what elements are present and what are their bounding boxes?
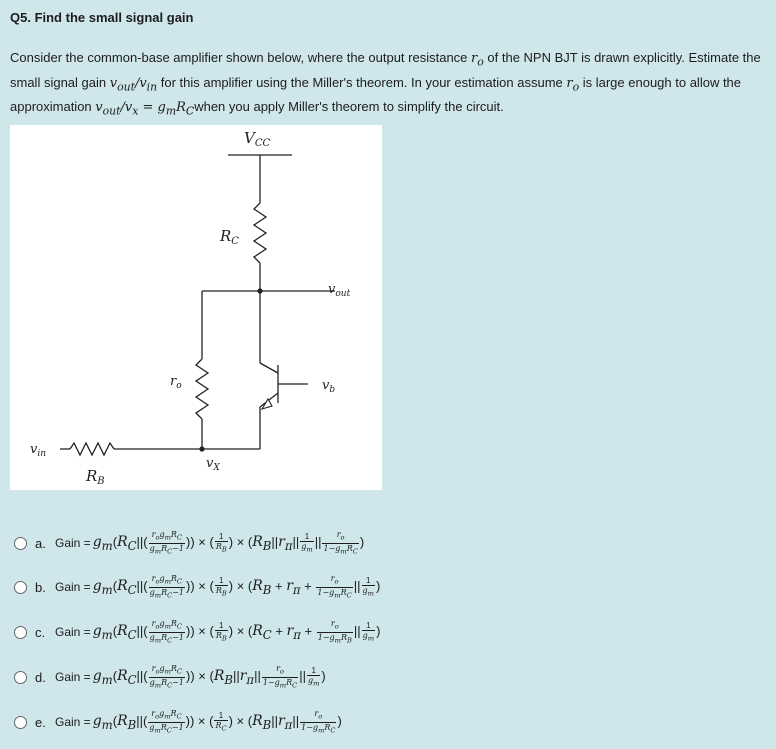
option-a[interactable] <box>14 529 364 557</box>
radio-option-c[interactable] <box>14 626 27 639</box>
option-letter: c. <box>35 624 46 640</box>
option-label: Gain = <box>55 715 91 729</box>
option-letter: b. <box>35 579 46 595</box>
question-title: Q5. Find the small signal gain <box>10 10 194 25</box>
option-c[interactable] <box>14 618 380 646</box>
option-label: Gain = <box>55 670 91 684</box>
rb-label: $R_B$ <box>86 467 105 487</box>
vout-label: $v_{out}$ <box>328 282 351 299</box>
option-letter: e. <box>35 714 46 730</box>
radio-option-e[interactable] <box>14 716 27 729</box>
option-label: Gain = <box>55 536 91 550</box>
radio-option-a[interactable] <box>14 537 27 550</box>
option-label: Gain = <box>55 580 91 594</box>
vin-label: $v_{in}$ <box>30 442 47 459</box>
option-d[interactable] <box>14 663 326 691</box>
ro-label: $r_o$ <box>170 374 182 391</box>
option-letter: a. <box>35 535 46 551</box>
option-label: Gain = <box>55 625 91 639</box>
option-b[interactable] <box>14 573 380 601</box>
question-line-3: approximation $v_{out}/v_x$ = $g_mR_Cwhen$ you apply Miller's theorem to simplify the circuit. <box>10 99 504 118</box>
vb-label: $v_b$ <box>322 378 336 395</box>
option-formula: $g_m(R_C||$( $\frac{r_og_mR_C}{g_mR_C-1}$ )) × ( $\frac{1}{R_B}$ ) × ($R_B + r_\pi$ + $\frac{r_o}{1-g_mR_C}$ || $\frac{1}{g_m}$ ) <box>92 573 381 600</box>
vx-label: $v_X$ <box>206 456 220 473</box>
option-formula: $g_m(R_B||$( $\frac{r_og_mR_C}{g_mR_C-1}$ )) × ( $\frac{1}{R_C}$ ) × ($R_B||r_\pi||$ $\frac{r_o}{1-g_mR_C}$ ) <box>92 708 342 735</box>
option-formula: $g_m(R_C||$( $\frac{r_og_mR_C}{g_mR_C-1}$ )) × ( $\frac{1}{R_B}$ ) × ($R_C + r_\pi$ + $\frac{r_o}{1-g_mR_B}$ || $\frac{1}{g_m}$ ) <box>92 618 381 645</box>
question-line-2: small signal gain $v_{out}/v_{in}$ for this amplifier using the Miller's theorem. In your estimation assume $r_o$ is large enough to allow the <box>10 74 742 94</box>
option-formula: $g_m(R_C||$( $\frac{r_og_mR_C}{g_mR_C-1}$ )) × ( $\frac{1}{R_B}$ ) × ($R_B||r_\pi||$ $\frac{1}{g_m}$ || $\frac{r_o}{1-g_mR_C}$ ) <box>92 529 365 556</box>
circuit-diagram <box>10 125 382 490</box>
question-text <box>10 48 762 122</box>
radio-option-b[interactable] <box>14 581 27 594</box>
option-letter: d. <box>35 669 46 685</box>
radio-option-d[interactable] <box>14 671 27 684</box>
vcc-label: $V_{CC}$ <box>244 129 271 149</box>
question-line-1: Consider the common-base amplifier shown below, where the output resistance $r_o$ of the NPN BJT is drawn explicitly. Estimate the <box>10 50 761 69</box>
rc-label: $R_C$ <box>220 227 239 247</box>
option-e[interactable] <box>14 708 342 736</box>
option-formula: $g_m(R_C||$( $\frac{r_og_mR_C}{g_mR_C-1}$ )) × ($R_B||r_\pi||$ $\frac{r_o}{1-g_mR_C}$ || $\frac{1}{g_m}$ ) <box>92 663 326 690</box>
